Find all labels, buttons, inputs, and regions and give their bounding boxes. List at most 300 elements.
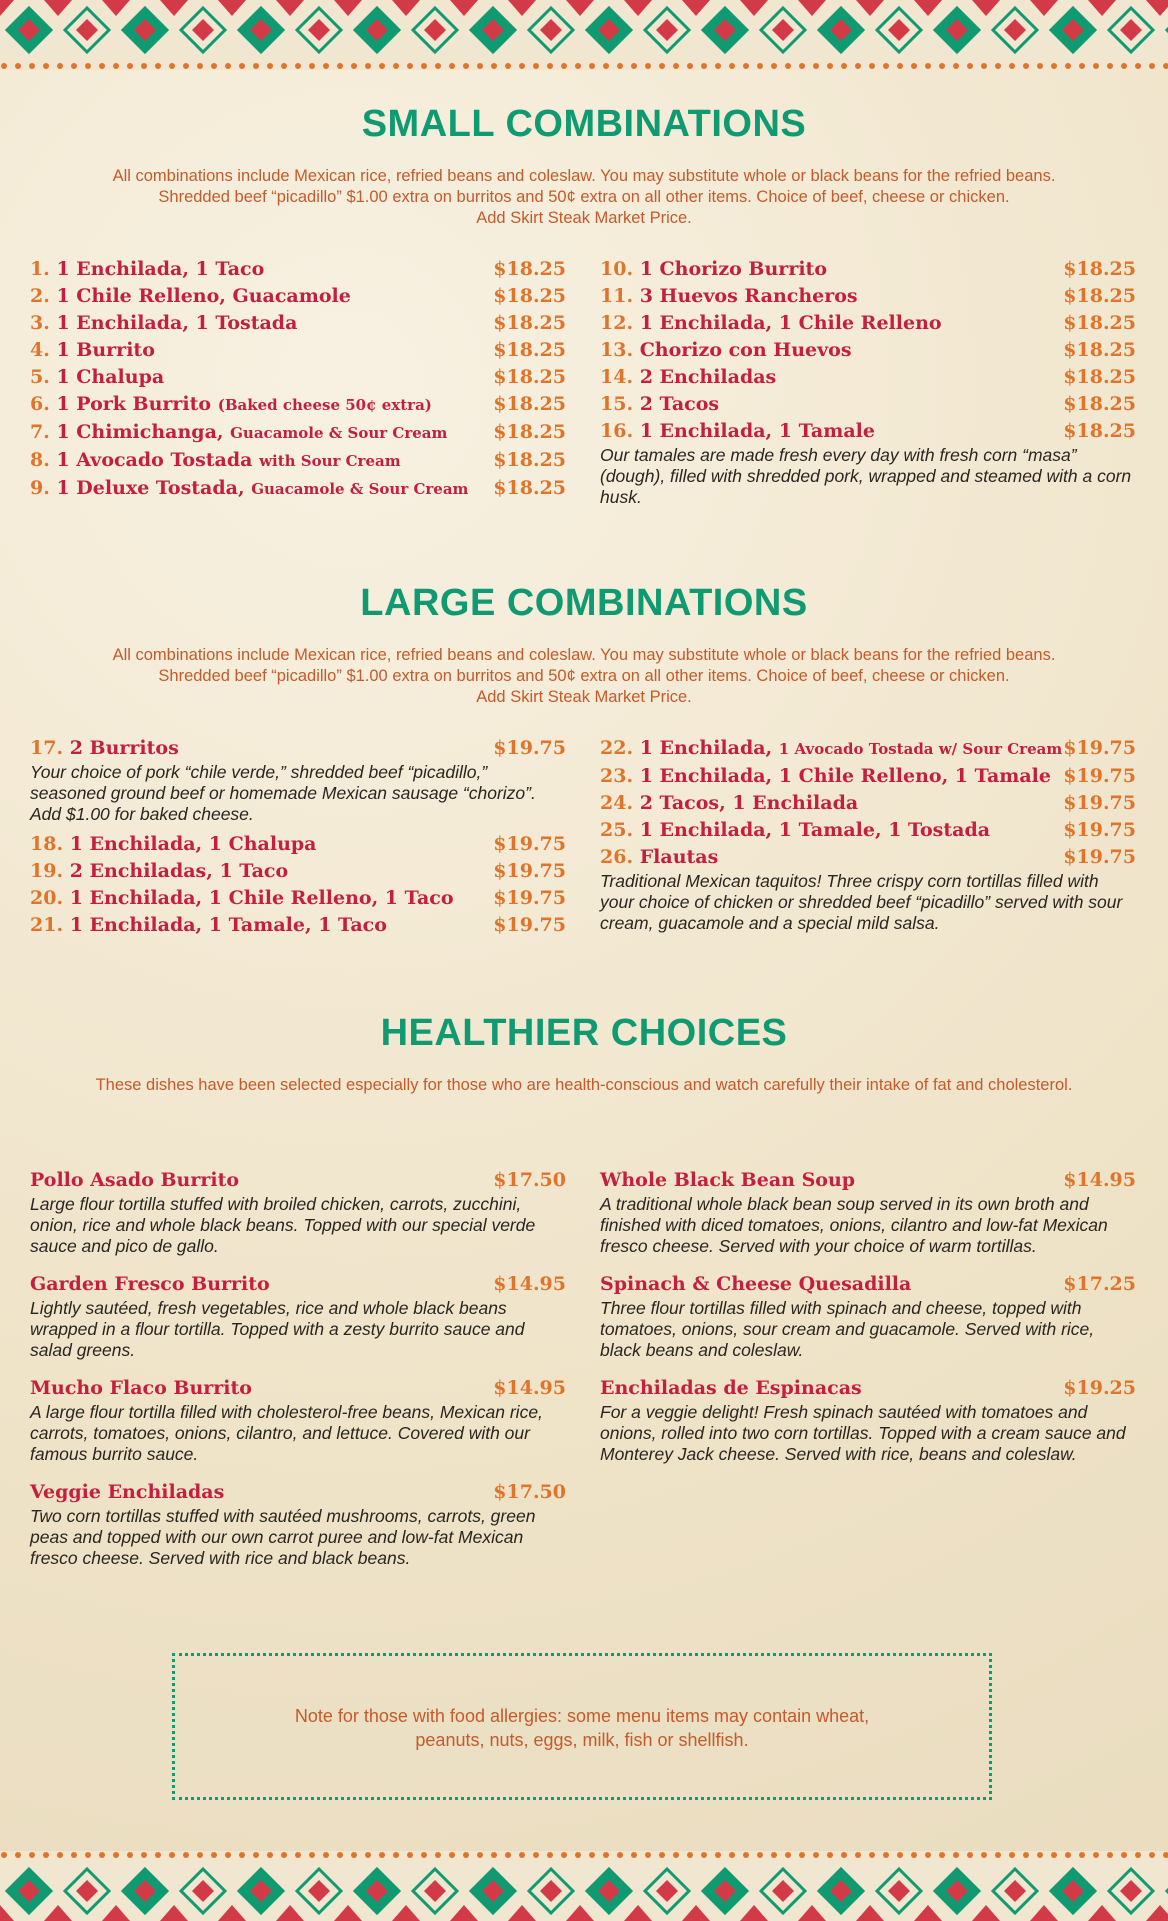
- border-dot: [1079, 63, 1085, 69]
- item-price: $18.25: [493, 339, 566, 361]
- item-number: 19.: [30, 860, 64, 882]
- allergy-note: [175, 1704, 989, 1752]
- item-name: [30, 256, 264, 283]
- item-price: $18.25: [493, 258, 566, 280]
- border-dot: [1163, 63, 1168, 69]
- item-title: 1 Deluxe Tostada,: [56, 477, 245, 499]
- item-price: $18.25: [1063, 393, 1136, 415]
- border-dot: [897, 63, 903, 69]
- border-dot: [197, 1852, 203, 1858]
- border-triangle: [972, 1905, 1000, 1921]
- border-dot: [799, 1852, 805, 1858]
- border-dot: [253, 1852, 259, 1858]
- border-inner-diamond: [656, 1880, 678, 1902]
- border-triangle: [160, 0, 188, 16]
- item-number: 6.: [30, 393, 50, 415]
- border-dot: [589, 1852, 595, 1858]
- border-dot: [477, 1852, 483, 1858]
- item-title: Whole Black Bean Soup: [600, 1169, 856, 1191]
- small-right-column: [600, 256, 1136, 514]
- item-title: 1 Enchilada,: [639, 737, 773, 759]
- item-title: 3 Huevos Rancheros: [639, 285, 858, 307]
- border-dot: [953, 63, 959, 69]
- border-dot: [743, 63, 749, 69]
- menu-item: [600, 310, 1136, 337]
- item-price: $19.75: [1063, 846, 1136, 868]
- item-header: [600, 1375, 1136, 1402]
- menu-item: [600, 337, 1136, 364]
- item-number: 11.: [600, 285, 634, 307]
- item-title: 1 Chorizo Burrito: [639, 258, 827, 280]
- item-price: $19.75: [493, 737, 566, 759]
- border-inner-diamond: [540, 1880, 562, 1902]
- item-title: Enchiladas de Espinacas: [600, 1377, 862, 1399]
- border-dot: [449, 63, 455, 69]
- item-price: $18.25: [1063, 258, 1136, 280]
- border-dot: [225, 1852, 231, 1858]
- item-price: $18.25: [493, 449, 566, 471]
- healthier-right-column: [600, 1167, 1136, 1479]
- border-triangle: [334, 0, 362, 16]
- border-triangle: [682, 0, 710, 16]
- item-name: [30, 364, 164, 391]
- border-inner-diamond: [308, 1880, 330, 1902]
- large-right-column: [600, 735, 1136, 940]
- border-dot: [771, 1852, 777, 1858]
- border-dot: [477, 63, 483, 69]
- border-dot: [85, 63, 91, 69]
- border-inner-diamond: [192, 19, 214, 41]
- item-name: [30, 831, 316, 858]
- healthier-left-column: [30, 1167, 566, 1583]
- item-header: [30, 1271, 566, 1298]
- item-price: $17.50: [493, 1481, 566, 1503]
- border-dot: [99, 63, 105, 69]
- border-dot: [491, 1852, 497, 1858]
- item-title: 1 Chimichanga,: [56, 421, 224, 443]
- item-number: 15.: [600, 393, 634, 415]
- border-dot: [995, 1852, 1001, 1858]
- border-dot: [225, 63, 231, 69]
- item-title: 1 Pork Burrito: [56, 393, 212, 415]
- item-header: [30, 1167, 566, 1194]
- item-price: $14.95: [493, 1377, 566, 1399]
- border-dot: [673, 63, 679, 69]
- border-inner-diamond: [192, 1880, 214, 1902]
- menu-item: [600, 1271, 1136, 1361]
- border-dot: [1121, 63, 1127, 69]
- item-price: $18.25: [493, 285, 566, 307]
- border-dot: [29, 63, 35, 69]
- menu-item: [30, 831, 566, 858]
- border-triangle: [450, 0, 478, 16]
- item-name: [600, 337, 852, 364]
- menu-item: [30, 1479, 566, 1569]
- large-left-column: [30, 735, 566, 939]
- border-dot: [365, 1852, 371, 1858]
- item-header: [30, 1375, 566, 1402]
- item-title: 1 Enchilada, 1 Tostada: [56, 312, 298, 334]
- border-triangle: [0, 0, 14, 16]
- item-name: [30, 337, 155, 364]
- border-dot: [533, 1852, 539, 1858]
- item-number: 18.: [30, 833, 64, 855]
- subtitle-line: Add Skirt Steak Market Price.: [476, 209, 692, 227]
- menu-item: [30, 364, 566, 391]
- border-dot: [533, 63, 539, 69]
- item-description: A large flour tortilla filled with cholesterol-free beans, Mexican rice, carrots, tomatoes, onions, cilantro, and lettuce. Covered with our famous burrito sauce.: [30, 1402, 543, 1464]
- item-price: $19.75: [493, 860, 566, 882]
- item-price: $19.75: [1063, 737, 1136, 759]
- item-price: $18.25: [1063, 420, 1136, 442]
- item-title: 1 Enchilada, 1 Tamale, 1 Taco: [69, 914, 387, 936]
- border-triangle: [1088, 1905, 1116, 1921]
- border-triangle: [914, 0, 942, 16]
- border-dot: [939, 1852, 945, 1858]
- item-price: $19.75: [1063, 792, 1136, 814]
- border-dot: [603, 63, 609, 69]
- border-dot: [687, 1852, 693, 1858]
- border-dot: [1, 1852, 7, 1858]
- border-inner-diamond: [76, 1880, 98, 1902]
- border-dot: [687, 63, 693, 69]
- border-inner-diamond: [540, 19, 562, 41]
- item-name: [600, 364, 776, 391]
- item-price: $17.25: [1063, 1273, 1136, 1295]
- border-dot: [785, 63, 791, 69]
- border-dot: [1079, 1852, 1085, 1858]
- border-dot: [771, 63, 777, 69]
- border-triangle: [682, 1905, 710, 1921]
- item-title: 1 Enchilada, 1 Chalupa: [69, 833, 317, 855]
- item-name: [30, 858, 288, 885]
- border-dot: [547, 63, 553, 69]
- item-number: 5.: [30, 366, 50, 388]
- border-triangle: [1030, 1905, 1058, 1921]
- item-name: [30, 391, 432, 419]
- border-dot: [603, 1852, 609, 1858]
- item-price: $18.25: [493, 312, 566, 334]
- item-title: Spinach & Cheese Quesadilla: [600, 1273, 912, 1295]
- border-triangle: [798, 1905, 826, 1921]
- border-inner-diamond: [424, 1880, 446, 1902]
- menu-item: [30, 912, 566, 939]
- border-dot: [1051, 63, 1057, 69]
- border-triangle: [392, 1905, 420, 1921]
- item-number: 16.: [600, 420, 634, 442]
- border-dot: [281, 63, 287, 69]
- border-triangle: [798, 0, 826, 16]
- border-dot: [1163, 1852, 1168, 1858]
- border-dot: [141, 63, 147, 69]
- item-title: Pollo Asado Burrito: [30, 1169, 240, 1191]
- border-dot: [295, 1852, 301, 1858]
- border-dot: [323, 1852, 329, 1858]
- subtitle-line: All combinations include Mexican rice, refried beans and coleslaw. You may substitute whole or black beans for the refried beans.: [112, 167, 1056, 185]
- border-triangle: [624, 0, 652, 16]
- border-triangle: [334, 1905, 362, 1921]
- item-description: Large flour tortilla stuffed with broiled chicken, carrots, zucchini, onion, rice and whole black beans. Topped with our special verde sauce and pico de gallo.: [30, 1194, 536, 1256]
- border-dot: [351, 1852, 357, 1858]
- border-dot: [1009, 63, 1015, 69]
- item-number: 9.: [30, 477, 50, 499]
- tamale-description: Our tamales are made fresh every day with fresh corn “masa” (dough), filled with shredded pork, wrapped and steamed with a corn husk.: [600, 445, 1132, 507]
- item-number: 26.: [600, 846, 634, 868]
- menu-item: [600, 844, 1136, 871]
- item-title: Veggie Enchiladas: [30, 1481, 225, 1503]
- item-number: 23.: [600, 765, 634, 787]
- border-inner-diamond: [76, 19, 98, 41]
- item-price: $14.95: [1063, 1169, 1136, 1191]
- border-triangle: [218, 1905, 246, 1921]
- healthier-choices-subtitle: These dishes have been selected especially for those who are health-conscious and watch carefully their intake of fat and cholesterol.: [95, 1076, 1073, 1094]
- item-price: $19.75: [1063, 765, 1136, 787]
- menu-item: [600, 418, 1136, 445]
- border-dot: [925, 63, 931, 69]
- border-dot: [1065, 1852, 1071, 1858]
- border-dot: [743, 1852, 749, 1858]
- subtitle-line: All combinations include Mexican rice, refried beans and coleslaw. You may substitute whole or black beans for the refried beans.: [112, 646, 1056, 664]
- item-title: 1 Enchilada, 1 Tamale, 1 Tostada: [639, 819, 991, 841]
- menu-item: [600, 763, 1136, 790]
- item-price: $18.25: [1063, 339, 1136, 361]
- border-inner-diamond: [308, 19, 330, 41]
- subtitle-line: Add Skirt Steak Market Price.: [476, 688, 692, 706]
- border-dot: [393, 1852, 399, 1858]
- allergy-line: Note for those with food allergies: some menu items may contain wheat,: [294, 1706, 870, 1726]
- border-dot: [799, 63, 805, 69]
- border-dot: [869, 1852, 875, 1858]
- small-combinations-subtitle: [30, 166, 1138, 229]
- border-dot: [813, 1852, 819, 1858]
- item-number: 8.: [30, 449, 50, 471]
- border-dot: [309, 63, 315, 69]
- item-price: $18.25: [493, 421, 566, 443]
- border-dot: [127, 1852, 133, 1858]
- border-dot: [1107, 63, 1113, 69]
- item-note: (Baked cheese 50¢ extra): [217, 396, 432, 414]
- border-triangle: [218, 0, 246, 16]
- border-dot: [827, 63, 833, 69]
- item-price: $18.25: [493, 477, 566, 499]
- border-dot: [631, 1852, 637, 1858]
- border-triangle: [508, 0, 536, 16]
- border-dot: [911, 63, 917, 69]
- border-dot: [645, 63, 651, 69]
- border-dot: [169, 1852, 175, 1858]
- menu-item: [30, 256, 566, 283]
- item-number: 25.: [600, 819, 634, 841]
- menu-item: [600, 364, 1136, 391]
- item-number: 10.: [600, 258, 634, 280]
- border-dot: [701, 1852, 707, 1858]
- border-dot: [673, 1852, 679, 1858]
- item-number: 14.: [600, 366, 634, 388]
- menu-item: [30, 858, 566, 885]
- item-name: [600, 817, 990, 844]
- border-dot: [239, 63, 245, 69]
- menu-item: [30, 337, 566, 364]
- border-triangle: [566, 1905, 594, 1921]
- border-inner-diamond: [656, 19, 678, 41]
- menu-item: [30, 1375, 566, 1465]
- item-name: [30, 447, 401, 475]
- border-triangle: [44, 1905, 72, 1921]
- item-name: [600, 391, 719, 418]
- item-title: 2 Tacos: [639, 393, 720, 415]
- border-dot: [883, 63, 889, 69]
- border-dot: [421, 63, 427, 69]
- item-title: Chorizo con Huevos: [639, 339, 852, 361]
- border-dot: [519, 63, 525, 69]
- border-triangle: [450, 1905, 478, 1921]
- item-note: Guacamole & Sour Cream: [230, 424, 448, 442]
- item-name: [30, 283, 351, 310]
- item-title: 1 Enchilada, 1 Taco: [56, 258, 265, 280]
- border-dot: [575, 63, 581, 69]
- menu-item: [600, 283, 1136, 310]
- border-dot: [99, 1852, 105, 1858]
- border-dot: [211, 63, 217, 69]
- border-dot: [939, 63, 945, 69]
- border-dot: [407, 63, 413, 69]
- item-description: Three flour tortillas filled with spinach and cheese, topped with tomatoes, onions, sour cream and guacamole. Served with rice, black beans and coleslaw.: [600, 1298, 1095, 1360]
- border-dot: [197, 63, 203, 69]
- item-number: 4.: [30, 339, 50, 361]
- border-inner-diamond: [1120, 19, 1142, 41]
- border-dot: [211, 1852, 217, 1858]
- item-title: 1 Enchilada, 1 Chile Relleno, 1 Taco: [69, 887, 454, 909]
- item-name: [600, 763, 1051, 790]
- border-dot: [253, 63, 259, 69]
- border-dot: [57, 1852, 63, 1858]
- border-dot: [463, 1852, 469, 1858]
- subtitle-line: Shredded beef “picadillo” $1.00 extra on burritos and 50¢ extra on all other items. Choice of beef, cheese or chicken.: [158, 188, 1010, 206]
- border-triangle: [102, 0, 130, 16]
- item-description: A traditional whole black bean soup served in its own broth and finished with diced tomatoes, onions, cilantro and low-fat Mexican fresco cheese. Served with your choice of warm tortillas.: [600, 1194, 1108, 1256]
- border-dot: [981, 63, 987, 69]
- border-dot: [239, 1852, 245, 1858]
- small-combinations-title: SMALL COMBINATIONS: [361, 103, 807, 145]
- menu-item: [30, 391, 566, 419]
- border-dot: [379, 1852, 385, 1858]
- border-dot: [869, 63, 875, 69]
- small-left-column: [30, 256, 566, 503]
- border-triangle: [160, 1905, 188, 1921]
- item-price: $18.25: [493, 393, 566, 415]
- border-dot: [617, 63, 623, 69]
- border-dot: [183, 1852, 189, 1858]
- border-dot: [855, 63, 861, 69]
- item-name: [30, 885, 454, 912]
- menu-item: [30, 1271, 566, 1361]
- decorative-border-bottom: [0, 1851, 1168, 1921]
- item-name: [600, 418, 875, 445]
- border-dot: [295, 63, 301, 69]
- border-triangle: [1088, 0, 1116, 16]
- item-price: $18.25: [1063, 285, 1136, 307]
- border-dot: [617, 1852, 623, 1858]
- item-description: For a veggie delight! Fresh spinach sautéed with tomatoes and onions, rolled into two corn tortillas. Topped with a cream sauce and Monterey Jack cheese. Served with rice, beans and coleslaw.: [600, 1402, 1126, 1464]
- border-dot: [113, 1852, 119, 1858]
- item-name: [600, 256, 827, 283]
- item-price: $19.75: [493, 887, 566, 909]
- border-dot: [463, 63, 469, 69]
- item-title: Flautas: [639, 846, 719, 868]
- border-dot: [365, 63, 371, 69]
- border-dot: [43, 63, 49, 69]
- border-dot: [911, 1852, 917, 1858]
- item-description: Lightly sautéed, fresh vegetables, rice and whole black beans wrapped in a flour tortilla. Topped with a zesty burrito sauce and salad greens.: [30, 1298, 525, 1360]
- border-dot: [57, 63, 63, 69]
- border-dot: [183, 63, 189, 69]
- item-title: 1 Enchilada, 1 Chile Relleno, 1 Tamale: [639, 765, 1051, 787]
- border-triangle: [566, 0, 594, 16]
- border-triangle: [508, 1905, 536, 1921]
- border-dot: [841, 63, 847, 69]
- border-dot: [155, 1852, 161, 1858]
- border-dot: [393, 63, 399, 69]
- menu-item: [30, 283, 566, 310]
- item-title: 1 Enchilada, 1 Chile Relleno: [639, 312, 942, 334]
- border-dot: [645, 1852, 651, 1858]
- large-combinations-title: LARGE COMBINATIONS: [360, 582, 808, 624]
- border-dot: [169, 63, 175, 69]
- border-dot: [1023, 63, 1029, 69]
- border-dot: [519, 1852, 525, 1858]
- large-combinations-subtitle: [30, 645, 1138, 708]
- item-number: 21.: [30, 914, 64, 936]
- border-triangle: [1146, 0, 1168, 16]
- border-dot: [15, 1852, 21, 1858]
- border-dot: [785, 1852, 791, 1858]
- border-dot: [1121, 1852, 1127, 1858]
- border-triangle: [102, 1905, 130, 1921]
- border-dot: [883, 1852, 889, 1858]
- subtitle-line: Shredded beef “picadillo” $1.00 extra on burritos and 50¢ extra on all other items. Choice of beef, cheese or chicken.: [158, 667, 1010, 685]
- menu-item: [600, 1167, 1136, 1257]
- item-price: $19.75: [493, 833, 566, 855]
- border-triangle: [392, 0, 420, 16]
- border-dot: [631, 63, 637, 69]
- item-title: 2 Tacos, 1 Enchilada: [639, 792, 859, 814]
- border-triangle: [740, 0, 768, 16]
- item-name: 17. 2 Burritos: [30, 737, 179, 759]
- border-dot: [505, 1852, 511, 1858]
- border-dot: [1023, 1852, 1029, 1858]
- item-number: 22.: [600, 737, 634, 759]
- border-dot: [505, 63, 511, 69]
- border-dot: [729, 1852, 735, 1858]
- border-inner-diamond: [888, 19, 910, 41]
- border-dot: [1065, 63, 1071, 69]
- item-number: 12.: [600, 312, 634, 334]
- border-dot: [435, 1852, 441, 1858]
- menu-item: [30, 735, 566, 762]
- border-dot: [1051, 1852, 1057, 1858]
- border-dot: [715, 63, 721, 69]
- menu-item: [600, 391, 1136, 418]
- item-description: Two corn tortillas stuffed with sautéed mushrooms, carrots, green peas and topped with our own carrot puree and low-fat Mexican fresco cheese. Served with rice and black beans.: [30, 1506, 536, 1568]
- border-dot: [1149, 1852, 1155, 1858]
- border-triangle: [624, 1905, 652, 1921]
- border-dot: [309, 1852, 315, 1858]
- border-inner-diamond: [424, 19, 446, 41]
- border-dot: [1009, 1852, 1015, 1858]
- border-triangle: [44, 0, 72, 16]
- menu-item: [600, 790, 1136, 817]
- border-triangle: [972, 0, 1000, 16]
